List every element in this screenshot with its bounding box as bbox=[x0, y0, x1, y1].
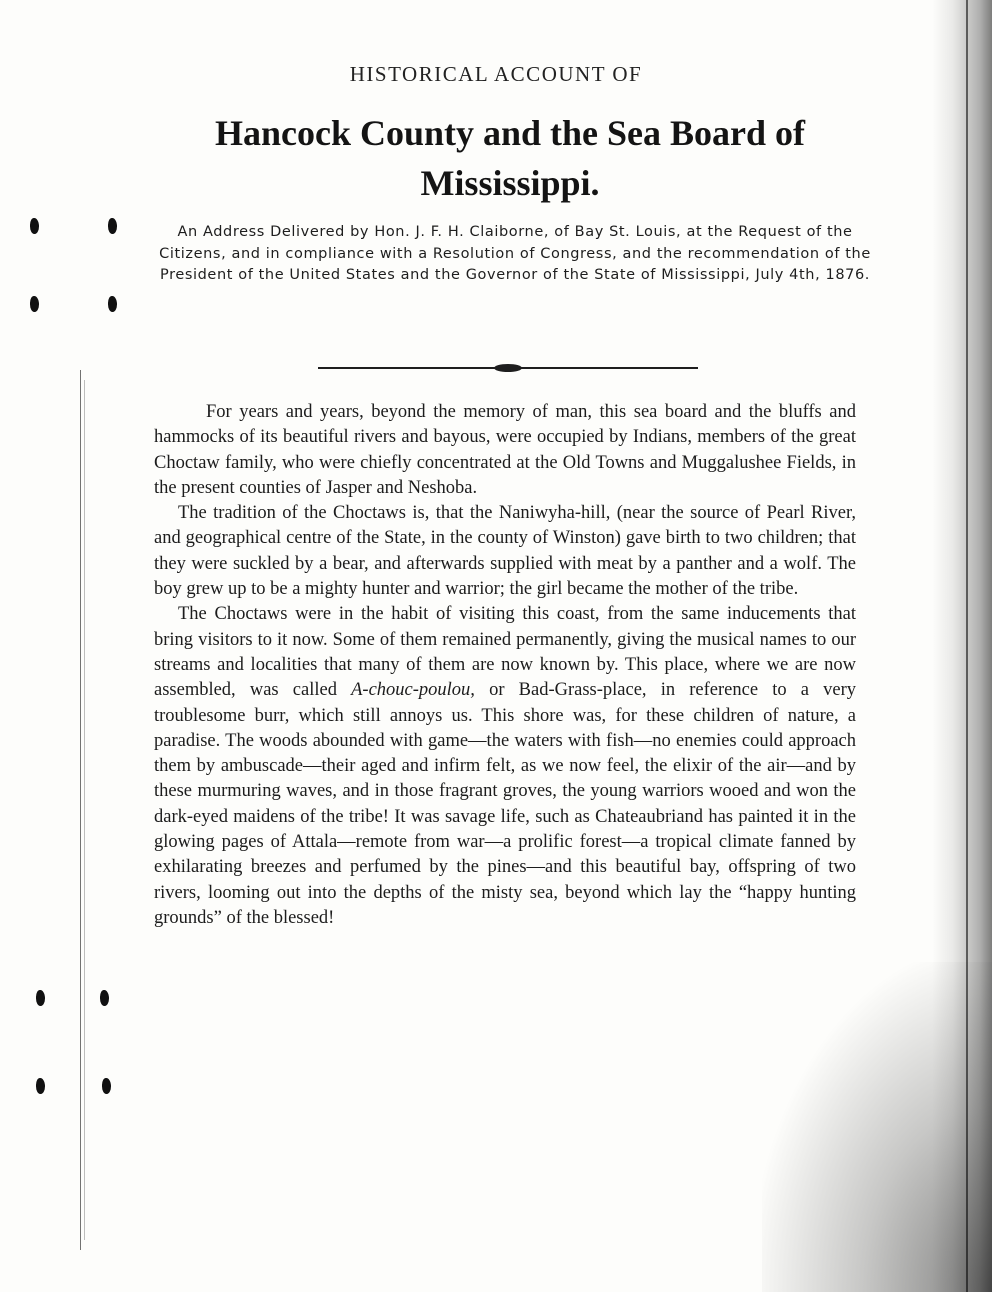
scan-corner-shadow bbox=[762, 962, 992, 1292]
scan-edge-line bbox=[966, 0, 968, 1292]
paragraph-3 bbox=[154, 602, 856, 931]
place-name-italic: A-chouc-poulou, bbox=[351, 680, 475, 701]
binder-mark bbox=[100, 990, 109, 1006]
address-subtitle: An Address Delivered by Hon. J. F. H. Claiborne, of Bay St. Louis, at the Request of the Citizens, and in compliance with a Resolution of Congress, and the recommendation of the President of the United States and the Governor of the State of Mississippi, July 4th, 1876. bbox=[159, 224, 871, 283]
document-title bbox=[140, 108, 880, 208]
paragraph-2: The tradition of the Choctaws is, that the Naniwyha-hill, (near the source of Pearl River, and geographical centre of the State, in the county of Winston) gave birth to two children; that they were suckled by a bear, and afterwards supplied with meat by a panther and a wolf. The boy grew up to be a mighty hunter and warrior; the girl became the mother of the tribe. bbox=[154, 503, 856, 600]
header-kicker: HISTORICAL ACCOUNT OF bbox=[349, 62, 643, 86]
left-margin-rule bbox=[80, 370, 81, 1250]
binder-mark bbox=[108, 296, 117, 312]
binder-mark bbox=[30, 218, 39, 234]
paragraph-3-part-1: The Choctaws were in the habit of visiting this coast, from the same inducements that bring visitors to it now. Some of them remained permanently, giving the musical names to our streams and localities that many of them are now known by. This place, where we are now assembled, was called bbox=[154, 604, 856, 701]
binder-mark bbox=[108, 218, 117, 234]
binder-mark bbox=[102, 1078, 111, 1094]
left-margin-rule-faint bbox=[84, 380, 85, 1240]
binder-mark bbox=[30, 296, 39, 312]
binder-mark bbox=[36, 1078, 45, 1094]
paragraph-3-part-2: or Bad-Grass-place, in reference to a very troublesome burr, which still annoys us. This shore was, for these children of nature, a paradise. The woods abounded with game—the waters with fish—no enemies could approach them by ambuscade—their aged and infirm felt, as we now feel, the elixir of the air—and by these murmuring waves, and in those fragrant groves, the young warriors wooed and won the dark-eyed maidens of the tribe! It was savage life, such as Chateaubriand has painted it in the glowing pages of Attala—remote from war—a prolific forest—a tropical climate fanned by exhilarating breezes and perfumed by the pines—and this beautiful bay, offspring of two rivers, looming out into the depths of the misty sea, beyond which lay the “happy hunting grounds” of the blessed! bbox=[154, 680, 856, 928]
title-line-2: Mississippi. bbox=[420, 163, 600, 203]
paragraph-1: For years and years, beyond the memory of man, this sea board and the bluffs and hammocks of its beautiful rivers and bayous, were occupied by Indians, members of the great Choctaw family, who were chiefly concentrated at the Old Towns and Muggalushee Fields, in the present counties of Jasper and Neshoba. bbox=[154, 402, 856, 498]
body-text bbox=[154, 400, 856, 931]
title-line-1: Hancock County and the Sea Board of bbox=[214, 113, 806, 153]
binder-mark bbox=[36, 990, 45, 1006]
divider-ornament bbox=[494, 364, 522, 372]
